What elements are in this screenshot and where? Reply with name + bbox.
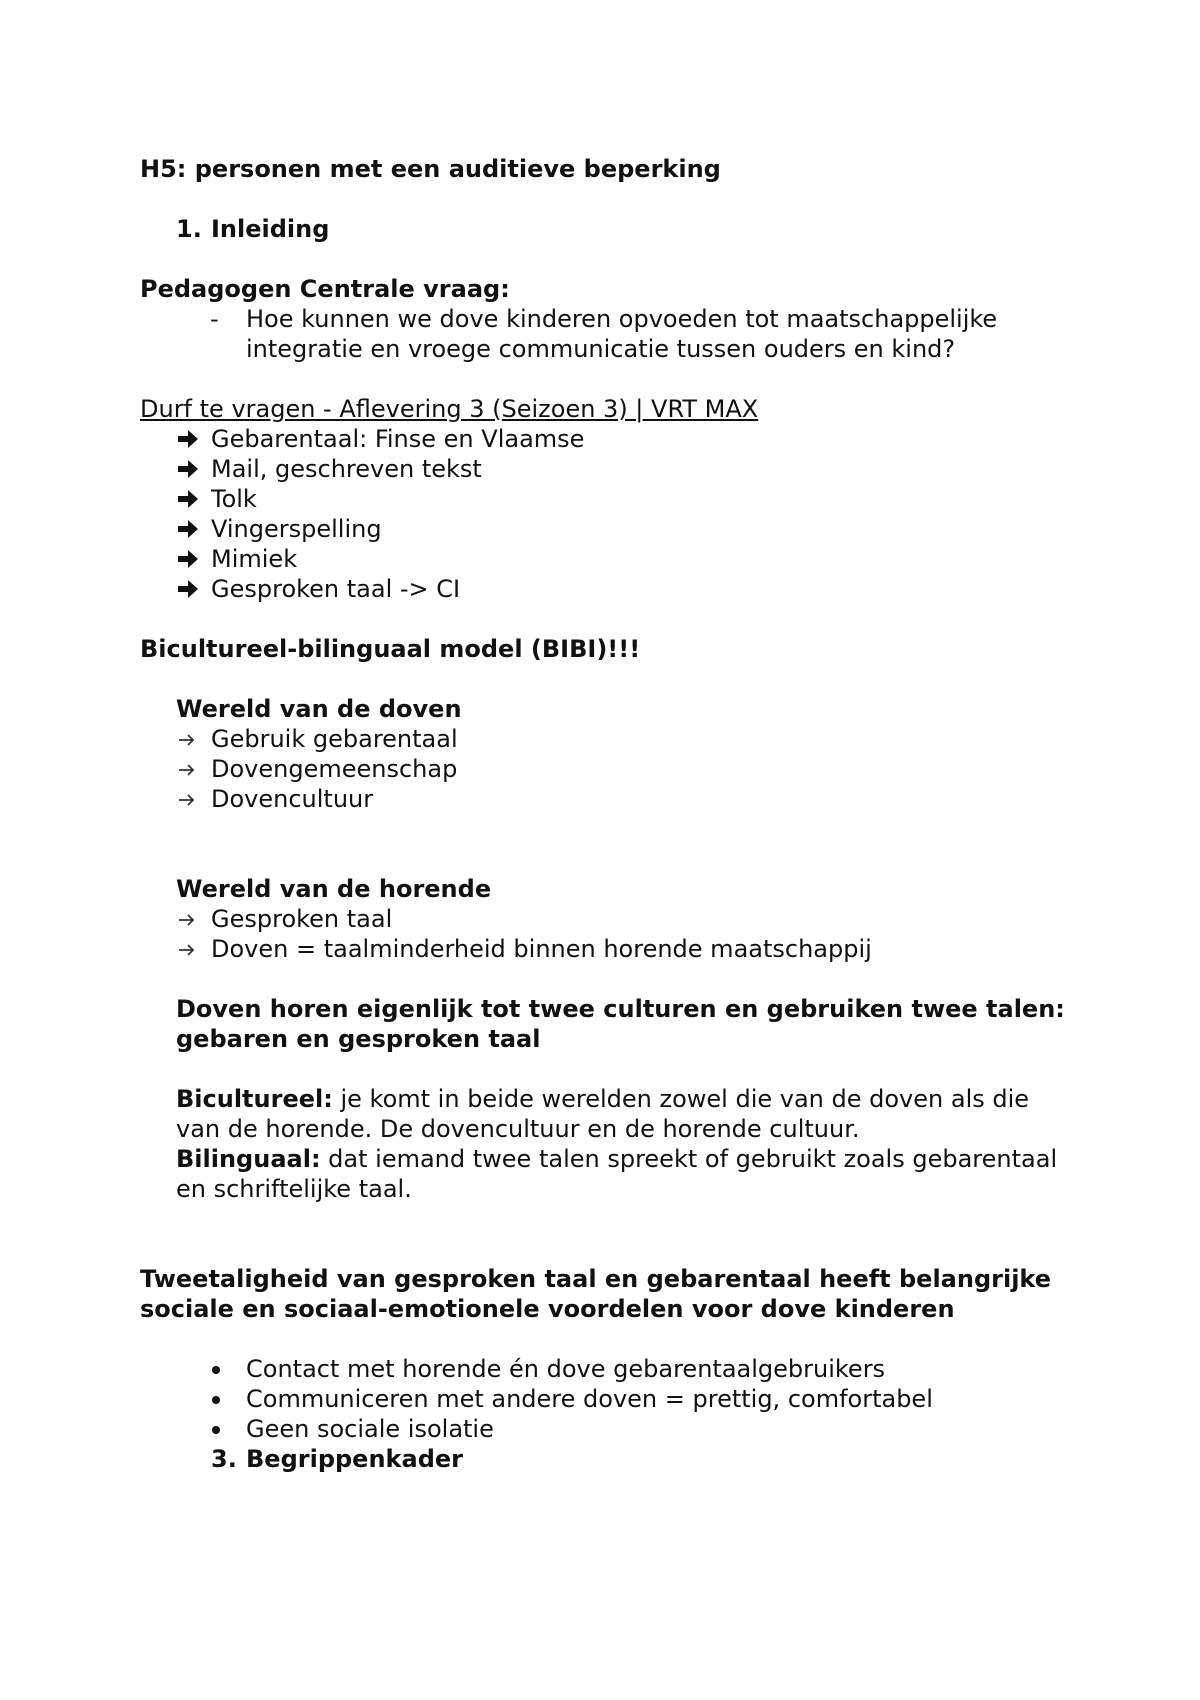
hearing-world-item: Doven = taalminderheid binnen horende maatschappij	[211, 935, 872, 963]
bullet-dot-icon	[212, 1384, 220, 1404]
deaf-world-item: Dovengemeenschap	[211, 755, 458, 783]
benefit-item: Communiceren met andere doven = prettig, comfortabel	[246, 1385, 933, 1413]
section-1-number: 1.	[176, 215, 202, 243]
bilinguaal-definition-line-1	[176, 1144, 1057, 1174]
thin-right-arrow-icon	[176, 934, 198, 971]
benefit-item: Contact met horende én dove gebarentaalgebruikers	[246, 1355, 886, 1383]
bibi-heading: Bicultureel-bilinguaal model (BIBI)!!!	[140, 635, 641, 663]
hearing-world-item: Gesproken taal	[211, 905, 393, 933]
bilinguaal-text: dat iemand twee talen spreekt of gebruikt zoals gebarentaal	[320, 1145, 1058, 1173]
dash-marker: -	[210, 305, 219, 333]
method-item: Mail, geschreven tekst	[211, 455, 482, 483]
method-item: Gebarentaal: Finse en Vlaamse	[211, 425, 585, 453]
method-item: Vingerspelling	[211, 515, 382, 543]
bilinguaal-definition-line-2: en schriftelijke taal.	[176, 1175, 412, 1203]
hearing-world-heading: Wereld van de horende	[176, 875, 492, 903]
deaf-world-heading: Wereld van de doven	[176, 695, 462, 723]
benefit-item: Geen sociale isolatie	[246, 1415, 494, 1443]
bullet-dot-icon	[212, 1354, 220, 1374]
bold-right-arrow-icon	[176, 574, 200, 611]
method-item: Mimiek	[211, 545, 298, 573]
benefits-heading-line-1: Tweetaligheid van gesproken taal en gebarentaal heeft belangrijke	[140, 1265, 1052, 1293]
benefits-heading-line-2: sociale en sociaal-emotionele voordelen voor dove kinderen	[140, 1295, 955, 1323]
thin-right-arrow-icon	[176, 784, 198, 821]
bilinguaal-term: Bilinguaal:	[176, 1145, 321, 1173]
bicultureel-definition-line-2: van de horende. De dovencultuur en de horende cultuur.	[176, 1115, 860, 1143]
two-cultures-line-1: Doven horen eigenlijk tot twee culturen en gebruiken twee talen:	[176, 995, 1065, 1023]
video-link[interactable]: Durf te vragen - Aflevering 3 (Seizoen 3) | VRT MAX	[140, 395, 759, 423]
central-question-line-1: Hoe kunnen we dove kinderen opvoeden tot maatschappelijke	[246, 305, 998, 333]
method-item: Gesproken taal -> CI	[211, 575, 461, 603]
section-3-label: Begrippenkader	[246, 1445, 463, 1473]
method-item: Tolk	[211, 485, 257, 513]
section-3-number: 3.	[211, 1445, 237, 1473]
bicultureel-text: je komt in beide werelden zowel die van de doven als die	[332, 1085, 1030, 1113]
deaf-world-item: Dovencultuur	[211, 785, 374, 813]
central-question-heading: Pedagogen Centrale vraag:	[140, 275, 510, 303]
section-1-label: Inleiding	[211, 215, 330, 243]
central-question-line-2: integratie en vroege communicatie tussen ouders en kind?	[246, 335, 956, 363]
bicultureel-definition-line-1	[176, 1084, 1029, 1114]
two-cultures-line-2: gebaren en gesproken taal	[176, 1025, 541, 1053]
bullet-dot-icon	[212, 1414, 220, 1434]
deaf-world-item: Gebruik gebarentaal	[211, 725, 458, 753]
bicultureel-term: Bicultureel:	[176, 1085, 333, 1113]
document-title: H5: personen met een auditieve beperking	[140, 155, 721, 183]
